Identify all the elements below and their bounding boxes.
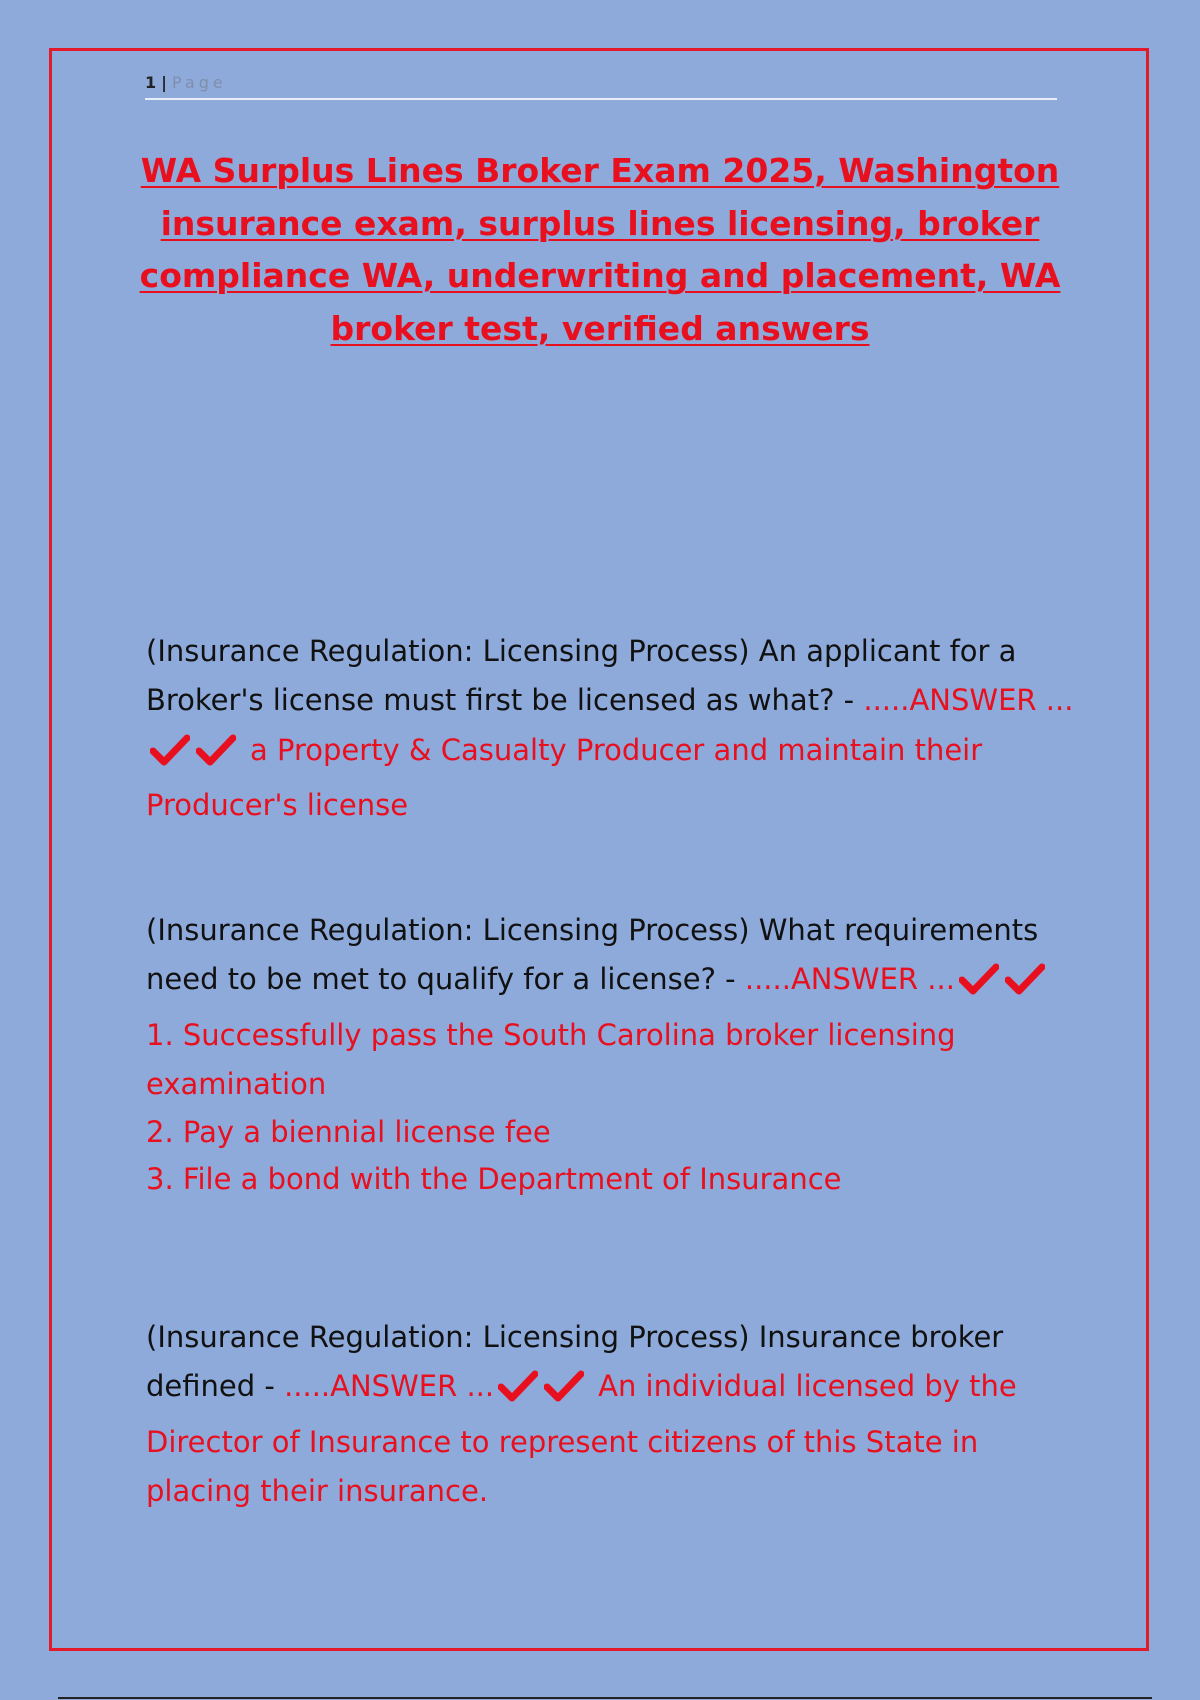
checkmark-icon: [544, 1370, 584, 1402]
qa-block-1: [146, 627, 1076, 830]
page-separator: |: [161, 73, 169, 92]
qa-block-2: [146, 906, 1076, 1202]
answer-line-3: 3. File a bond with the Department of Insurance: [146, 1161, 842, 1196]
checkmark-icon: [959, 963, 999, 995]
checkmark-icon: [498, 1370, 538, 1402]
qa-block-3: [146, 1313, 1076, 1516]
question-text: (Insurance Regulation: Licensing Process) What requirements need to be met to qualify for a license? -: [146, 913, 1039, 997]
answer-text: 1. Successfully pass the South Carolina broker licensing examination: [146, 1017, 956, 1101]
page-label: Page: [171, 73, 227, 92]
answer-prefix: .....ANSWER ...: [284, 1369, 495, 1404]
qa-paragraph: [146, 906, 1076, 1109]
qa-paragraph: [146, 627, 1076, 830]
question-text: (Insurance Regulation: Licensing Process) An applicant for a Broker's license must first be licensed as what? -: [146, 634, 1017, 718]
page-header: [145, 70, 1057, 100]
answer-prefix: .....ANSWER ...: [863, 683, 1074, 718]
qa-paragraph: [146, 1313, 1076, 1516]
double-check-icons: [959, 961, 1051, 1010]
bottom-rule: [58, 1697, 1152, 1699]
answer-prefix: .....ANSWER ...: [744, 962, 955, 997]
answer-text: a Property & Casualty Producer and maintain their Producer's license: [146, 732, 983, 822]
checkmark-icon: [150, 734, 190, 766]
checkmark-icon: [196, 734, 236, 766]
document-title: WA Surplus Lines Broker Exam 2025, Washington insurance exam, surplus lines licensing, broker compliance WA, underwriting and placement, WA broker test, verified answers: [139, 151, 1061, 348]
answer-text: An individual licensed by the Director of Insurance to represent citizens of this State in placing their insurance.: [146, 1369, 1017, 1508]
question-text: (Insurance Regulation: Licensing Process) Insurance broker defined -: [146, 1320, 1004, 1404]
page-number: 1: [145, 73, 159, 92]
double-check-icons: [498, 1368, 590, 1417]
answer-line-2: 2. Pay a biennial license fee: [146, 1115, 551, 1150]
double-check-icons: [150, 732, 242, 781]
checkmark-icon: [1005, 963, 1045, 995]
